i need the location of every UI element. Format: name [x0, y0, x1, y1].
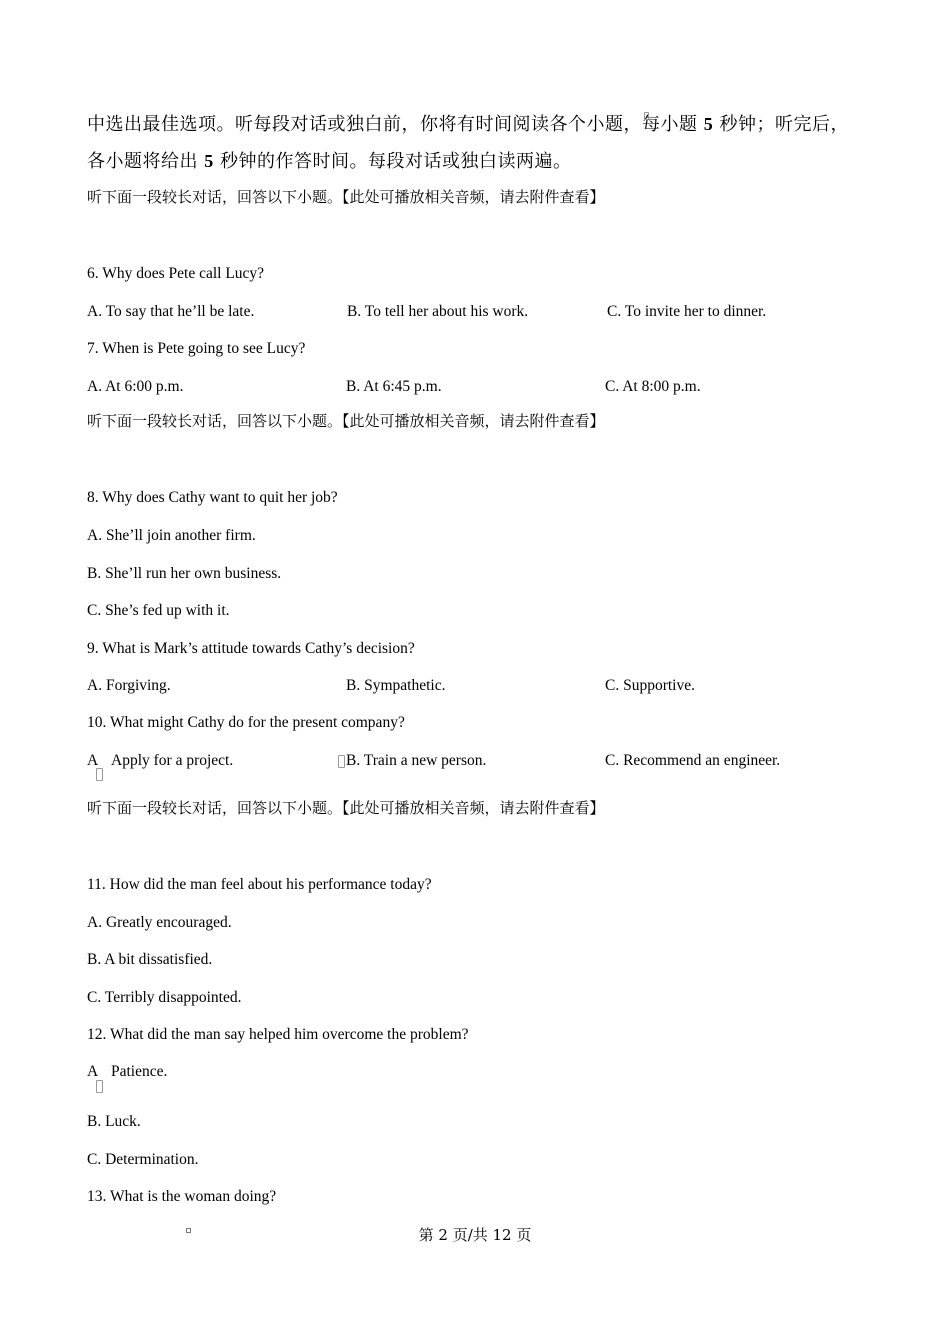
q10-option-a-letter: A: [87, 752, 99, 769]
question-12: 12. What did the man say helped him overcome the problem?: [87, 1026, 469, 1043]
intro-text: 中选出最佳选项。听每段对话或独白前，你将有时间阅读各个小题，每小题: [87, 114, 704, 135]
q12-option-a-letter: A: [87, 1063, 99, 1080]
footer-prefix: 第: [418, 1226, 439, 1244]
q12-option-b: B. Luck.: [87, 1113, 141, 1130]
intro-text: 各小题将给出: [87, 151, 205, 172]
footer-total-pages: 12: [492, 1226, 512, 1244]
q8-option-b: B. She’ll run her own business.: [87, 565, 282, 582]
q6-option-a: A. To say that he’ll be late.: [87, 303, 255, 320]
q12-option-c: C. Determination.: [87, 1151, 199, 1168]
section-instruction: 听下面一段较长对话，回答以下小题。【此处可播放相关音频，请去附件查看】: [87, 188, 605, 206]
missing-glyph-icon: [338, 755, 345, 768]
q9-option-a: A. Forgiving.: [87, 677, 171, 694]
q10-option-b: B. Train a new person.: [346, 752, 487, 769]
q6-option-b: B. To tell her about his work.: [347, 303, 529, 320]
missing-glyph-icon: [96, 1080, 103, 1093]
q10-option-a-text: Apply for a project.: [111, 752, 234, 769]
intro-text: 秒钟的作答时间。每段对话或独白读两遍。: [213, 151, 572, 172]
section-instruction: 听下面一段较长对话，回答以下小题。【此处可播放相关音频，请去附件查看】: [87, 799, 605, 817]
footer-page-number: 2: [438, 1226, 448, 1244]
section-instruction: 听下面一段较长对话，回答以下小题。【此处可播放相关音频，请去附件查看】: [87, 412, 605, 430]
question-9: 9. What is Mark’s attitude towards Cathy’s decision?: [87, 640, 415, 657]
q11-option-c: C. Terribly disappointed.: [87, 989, 242, 1006]
intro-line-2: [87, 152, 571, 171]
footer-suffix: 页: [511, 1226, 532, 1244]
question-11: 11. How did the man feel about his performance today?: [87, 876, 432, 893]
intro-line-1: [87, 115, 849, 134]
missing-glyph-icon: [96, 768, 103, 781]
q9-option-c: C. Supportive.: [605, 677, 695, 694]
q8-option-a: A. She’ll join another firm.: [87, 527, 256, 544]
question-13: 13. What is the woman doing?: [87, 1188, 277, 1205]
seconds-number: 5: [204, 151, 214, 171]
question-10: 10. What might Cathy do for the present company?: [87, 714, 405, 731]
q7-option-c: C. At 8:00 p.m.: [605, 378, 701, 395]
question-7: 7. When is Pete going to see Lucy?: [87, 340, 306, 357]
q6-option-c: C. To invite her to dinner.: [607, 303, 767, 320]
q12-option-a-text: Patience.: [111, 1063, 168, 1080]
q11-option-a: A. Greatly encouraged.: [87, 914, 232, 931]
q8-option-c: C. She’s fed up with it.: [87, 602, 230, 619]
missing-glyph-icon: [644, 112, 649, 120]
q9-option-b: B. Sympathetic.: [346, 677, 446, 694]
question-8: 8. Why does Cathy want to quit her job?: [87, 489, 338, 506]
footer-middle: 页/共: [447, 1226, 493, 1244]
intro-text: 秒钟；听完后，: [713, 114, 849, 135]
question-6: 6. Why does Pete call Lucy?: [87, 265, 265, 282]
q7-option-a: A. At 6:00 p.m.: [87, 378, 184, 395]
q7-option-b: B. At 6:45 p.m.: [346, 378, 442, 395]
page-footer: [0, 1228, 950, 1243]
q11-option-b: B. A bit dissatisfied.: [87, 951, 213, 968]
q10-option-c: C. Recommend an engineer.: [605, 752, 781, 769]
seconds-number: 5: [703, 114, 714, 134]
